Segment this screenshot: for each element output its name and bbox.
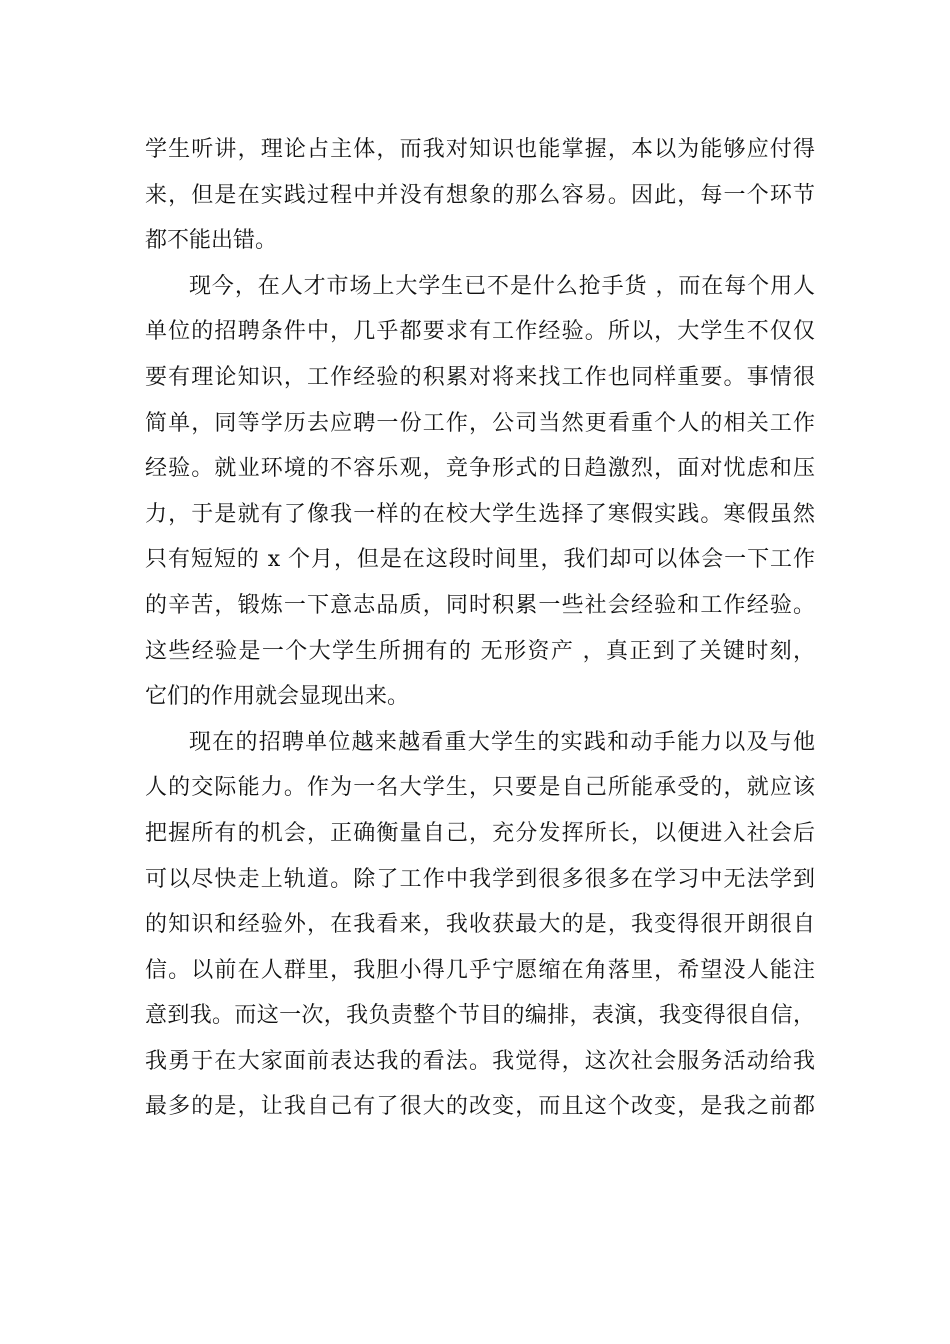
text-line: 现今，在人才市场上大学生已不是什么抢手货 ，而在每个用人 (189, 273, 815, 299)
body-text (145, 127, 815, 1130)
text-line: 来，但是在实践过程中并没有想象的那么容易。因此，每一个环节 (145, 182, 815, 208)
text-line: 的知识和经验外，在我看来，我收获最大的是，我变得很开朗很自 (145, 912, 815, 938)
text-line: 它们的作用就会显现出来。 (145, 684, 410, 710)
text-line: 我勇于在大家面前表达我的看法。我觉得，这次社会服务活动给我 (145, 1048, 815, 1074)
text-line: 经验。就业环境的不容乐观，竞争形式的日趋激烈，面对忧虑和压 (145, 456, 815, 482)
text-line: 都不能出错。 (145, 228, 278, 254)
text-line: 的辛苦，锻炼一下意志品质，同时积累一些社会经验和工作经验。 (145, 592, 815, 618)
text-line: 力，于是就有了像我一样的在校大学生选择了寒假实践。寒假虽然 (145, 501, 815, 527)
text-line: 只有短短的 x 个月，但是在这段时间里，我们却可以体会一下工作 (145, 547, 815, 573)
text-line: 意到我。而这一次，我负责整个节目的编排，表演，我变得很自信， (145, 1003, 815, 1029)
paragraph (145, 127, 815, 264)
text-line: 单位的招聘条件中，几乎都要求有工作经验。所以，大学生不仅仅 (145, 319, 815, 345)
paragraph (145, 264, 815, 720)
paragraph (145, 720, 815, 1130)
text-line: 人的交际能力。作为一名大学生，只要是自己所能承受的，就应该 (145, 775, 815, 801)
text-line: 要有理论知识，工作经验的积累对将来找工作也同样重要。事情很 (145, 364, 815, 390)
text-line: 现在的招聘单位越来越看重大学生的实践和动手能力以及与他 (189, 729, 815, 755)
text-line: 信。以前在人群里，我胆小得几乎宁愿缩在角落里，希望没人能注 (145, 957, 815, 983)
text-line: 简单，同等学历去应聘一份工作，公司当然更看重个人的相关工作 (145, 410, 815, 436)
text-line: 这些经验是一个大学生所拥有的 无形资产 ，真正到了关键时刻， (145, 638, 815, 664)
text-line: 可以尽快走上轨道。除了工作中我学到很多很多在学习中无法学到 (145, 866, 815, 892)
text-line: 把握所有的机会，正确衡量自己，充分发挥所长，以便进入社会后 (145, 820, 815, 846)
text-line: 学生听讲，理论占主体，而我对知识也能掌握，本以为能够应付得 (145, 137, 815, 162)
text-line: 最多的是，让我自己有了很大的改变，而且这个改变，是我之前都 (145, 1094, 815, 1120)
